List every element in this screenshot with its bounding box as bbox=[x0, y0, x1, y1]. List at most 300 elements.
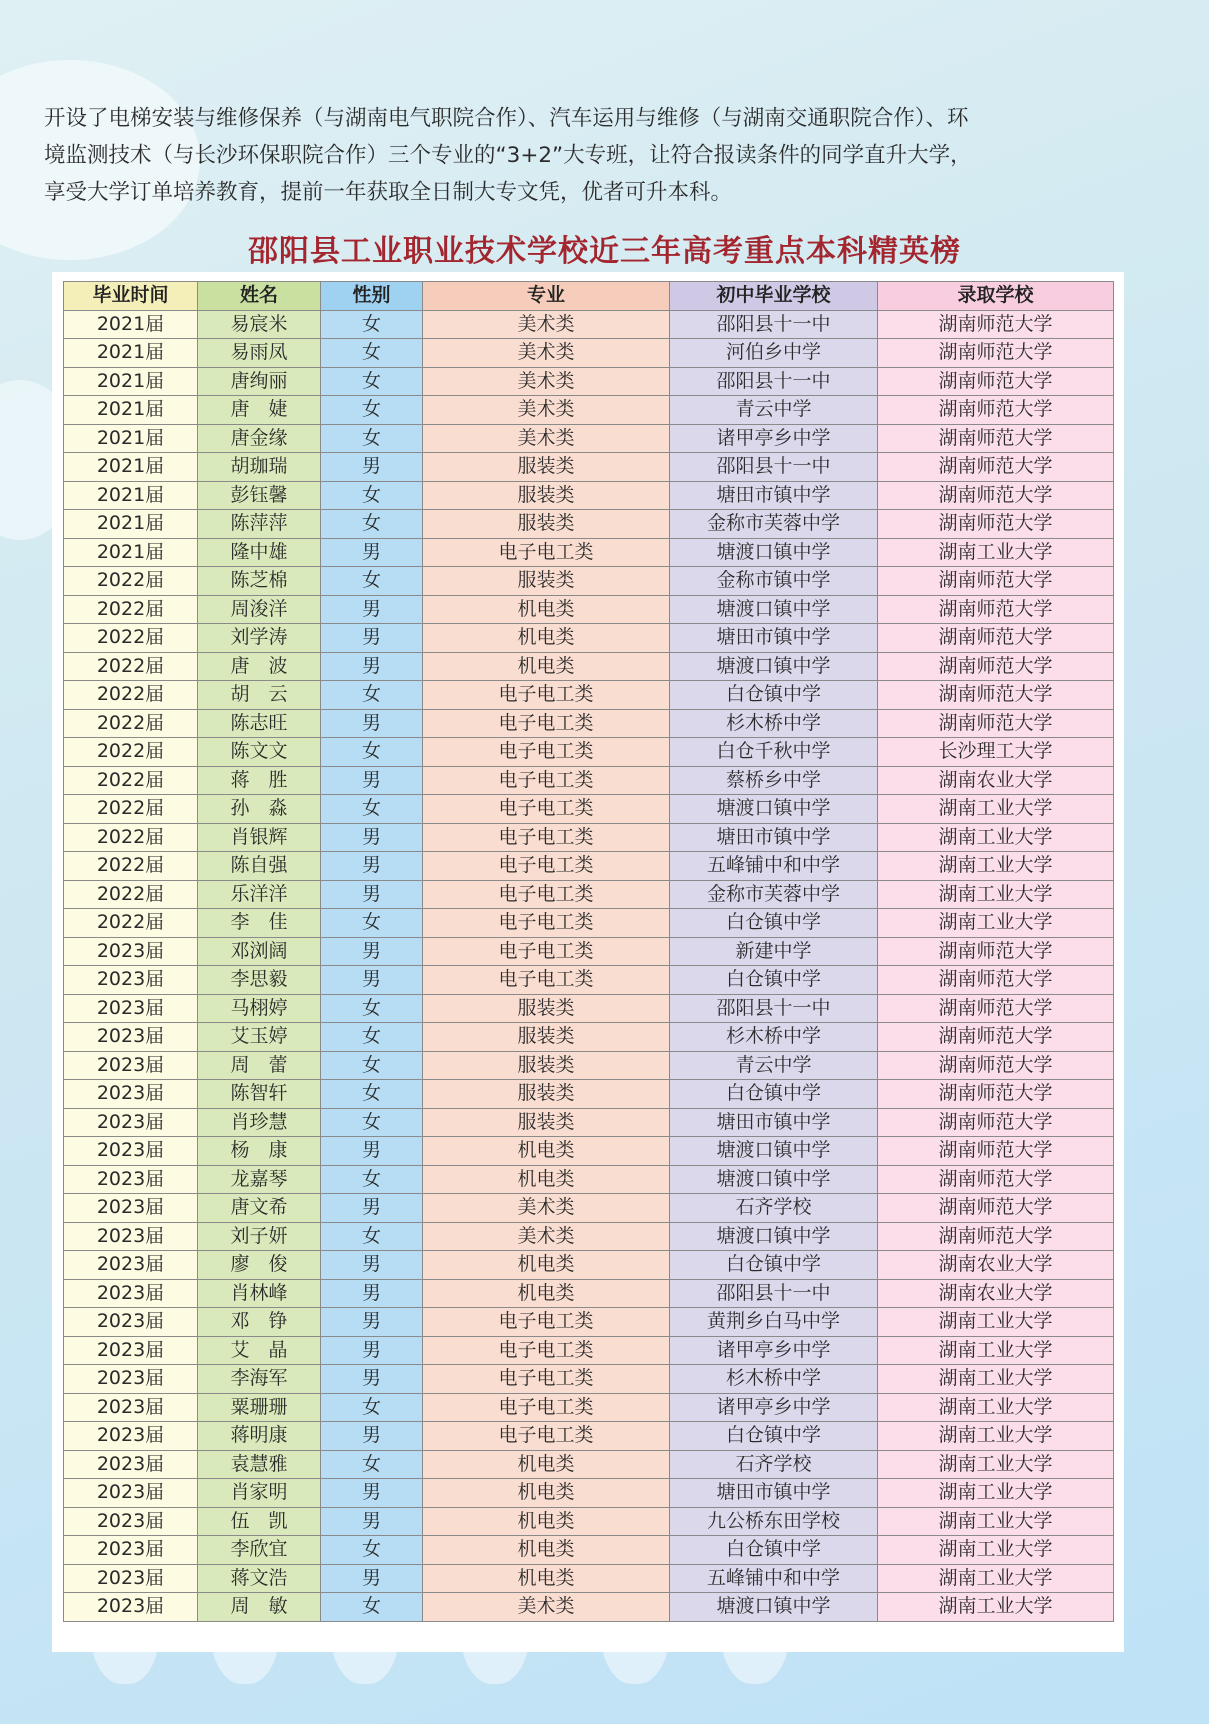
column-header-name: 姓名 bbox=[198, 282, 321, 311]
cell-name: 艾 晶 bbox=[198, 1336, 321, 1365]
cell-graduation-year: 2022届 bbox=[64, 738, 198, 767]
cell-major: 电子电工类 bbox=[423, 937, 670, 966]
cell-gender: 男 bbox=[321, 766, 423, 795]
cell-university: 湖南师范大学 bbox=[878, 1165, 1114, 1194]
table-row bbox=[64, 1051, 1114, 1080]
cell-gender: 男 bbox=[321, 1365, 423, 1394]
cell-university: 湖南农业大学 bbox=[878, 766, 1114, 795]
cell-gender: 男 bbox=[321, 709, 423, 738]
cell-middle-school: 塘渡口镇中学 bbox=[670, 1222, 878, 1251]
cell-middle-school: 白仓镇中学 bbox=[670, 909, 878, 938]
cell-university: 湖南师范大学 bbox=[878, 966, 1114, 995]
cell-gender: 男 bbox=[321, 1479, 423, 1508]
cell-gender: 女 bbox=[321, 795, 423, 824]
cell-major: 电子电工类 bbox=[423, 966, 670, 995]
table-row bbox=[64, 1564, 1114, 1593]
cell-gender: 男 bbox=[321, 1279, 423, 1308]
table-row bbox=[64, 738, 1114, 767]
cell-name: 隆中雄 bbox=[198, 538, 321, 567]
cell-name: 蒋文浩 bbox=[198, 1564, 321, 1593]
table-row bbox=[64, 339, 1114, 368]
cell-name: 陈芝棉 bbox=[198, 567, 321, 596]
cell-middle-school: 金称市芙蓉中学 bbox=[670, 880, 878, 909]
cell-name: 刘学涛 bbox=[198, 624, 321, 653]
cell-university: 湖南工业大学 bbox=[878, 1365, 1114, 1394]
cell-middle-school: 白仓镇中学 bbox=[670, 1422, 878, 1451]
cell-gender: 男 bbox=[321, 1507, 423, 1536]
cell-gender: 女 bbox=[321, 510, 423, 539]
cell-major: 电子电工类 bbox=[423, 738, 670, 767]
cell-major: 美术类 bbox=[423, 1194, 670, 1223]
cell-middle-school: 塘渡口镇中学 bbox=[670, 1593, 878, 1622]
intro-paragraph bbox=[44, 100, 1169, 211]
column-header-middle-school: 初中毕业学校 bbox=[670, 282, 878, 311]
intro-line: 境监测技术（与长沙环保职院合作）三个专业的“3+2”大专班，让符合报读条件的同学直升大学， bbox=[44, 143, 972, 168]
cell-middle-school: 邵阳县十一中 bbox=[670, 994, 878, 1023]
cell-university: 湖南工业大学 bbox=[878, 1422, 1114, 1451]
cell-gender: 男 bbox=[321, 823, 423, 852]
cell-university: 湖南师范大学 bbox=[878, 1222, 1114, 1251]
cell-gender: 女 bbox=[321, 1593, 423, 1622]
cell-major: 机电类 bbox=[423, 624, 670, 653]
cell-graduation-year: 2021届 bbox=[64, 424, 198, 453]
cell-major: 服装类 bbox=[423, 1080, 670, 1109]
cell-name: 唐 波 bbox=[198, 652, 321, 681]
cell-graduation-year: 2021届 bbox=[64, 339, 198, 368]
cell-gender: 女 bbox=[321, 1051, 423, 1080]
cell-name: 陈自强 bbox=[198, 852, 321, 881]
cell-graduation-year: 2021届 bbox=[64, 538, 198, 567]
cell-middle-school: 青云中学 bbox=[670, 396, 878, 425]
cell-gender: 女 bbox=[321, 1536, 423, 1565]
cell-university: 湖南师范大学 bbox=[878, 1137, 1114, 1166]
cell-name: 胡珈瑞 bbox=[198, 453, 321, 482]
cell-graduation-year: 2021届 bbox=[64, 396, 198, 425]
table-row bbox=[64, 367, 1114, 396]
table-row bbox=[64, 1308, 1114, 1337]
cell-name: 李 佳 bbox=[198, 909, 321, 938]
cell-name: 伍 凯 bbox=[198, 1507, 321, 1536]
cell-major: 机电类 bbox=[423, 1450, 670, 1479]
cell-major: 美术类 bbox=[423, 339, 670, 368]
cell-middle-school: 塘渡口镇中学 bbox=[670, 1137, 878, 1166]
cell-university: 湖南工业大学 bbox=[878, 1393, 1114, 1422]
cell-gender: 男 bbox=[321, 624, 423, 653]
cell-name: 唐绚丽 bbox=[198, 367, 321, 396]
cell-name: 易宸米 bbox=[198, 310, 321, 339]
table-row bbox=[64, 909, 1114, 938]
cell-middle-school: 河伯乡中学 bbox=[670, 339, 878, 368]
cell-name: 蒋明康 bbox=[198, 1422, 321, 1451]
cell-major: 电子电工类 bbox=[423, 681, 670, 710]
cell-gender: 女 bbox=[321, 738, 423, 767]
table-row bbox=[64, 823, 1114, 852]
cell-university: 湖南工业大学 bbox=[878, 795, 1114, 824]
cell-major: 电子电工类 bbox=[423, 1393, 670, 1422]
cell-university: 湖南师范大学 bbox=[878, 1051, 1114, 1080]
cell-university: 湖南师范大学 bbox=[878, 681, 1114, 710]
cell-middle-school: 新建中学 bbox=[670, 937, 878, 966]
cell-middle-school: 五峰铺中和中学 bbox=[670, 852, 878, 881]
cell-middle-school: 塘田市镇中学 bbox=[670, 823, 878, 852]
table-row bbox=[64, 1222, 1114, 1251]
cell-name: 李思毅 bbox=[198, 966, 321, 995]
cell-graduation-year: 2022届 bbox=[64, 624, 198, 653]
intro-line: 开设了电梯安装与维修保养（与湖南电气职院合作）、汽车运用与维修（与湖南交通职院合作）、环 bbox=[44, 106, 969, 131]
cell-middle-school: 塘田市镇中学 bbox=[670, 1479, 878, 1508]
cell-middle-school: 白仓镇中学 bbox=[670, 966, 878, 995]
cell-graduation-year: 2022届 bbox=[64, 681, 198, 710]
cell-graduation-year: 2023届 bbox=[64, 1080, 198, 1109]
cell-middle-school: 白仓镇中学 bbox=[670, 1251, 878, 1280]
cell-major: 机电类 bbox=[423, 1507, 670, 1536]
cell-major: 电子电工类 bbox=[423, 709, 670, 738]
cell-middle-school: 石齐学校 bbox=[670, 1450, 878, 1479]
table-row bbox=[64, 1165, 1114, 1194]
cell-major: 机电类 bbox=[423, 595, 670, 624]
cell-gender: 男 bbox=[321, 1251, 423, 1280]
cell-graduation-year: 2023届 bbox=[64, 1023, 198, 1052]
cell-name: 李欣宜 bbox=[198, 1536, 321, 1565]
cell-middle-school: 杉木桥中学 bbox=[670, 709, 878, 738]
cell-middle-school: 青云中学 bbox=[670, 1051, 878, 1080]
cell-university: 湖南师范大学 bbox=[878, 1108, 1114, 1137]
cell-major: 机电类 bbox=[423, 1479, 670, 1508]
table-row bbox=[64, 681, 1114, 710]
cell-major: 服装类 bbox=[423, 567, 670, 596]
cell-graduation-year: 2021届 bbox=[64, 367, 198, 396]
cell-university: 湖南师范大学 bbox=[878, 937, 1114, 966]
cell-gender: 男 bbox=[321, 1564, 423, 1593]
cell-major: 电子电工类 bbox=[423, 880, 670, 909]
cell-major: 电子电工类 bbox=[423, 538, 670, 567]
cell-gender: 女 bbox=[321, 1450, 423, 1479]
cell-graduation-year: 2023届 bbox=[64, 1279, 198, 1308]
cell-graduation-year: 2023届 bbox=[64, 1450, 198, 1479]
cell-major: 美术类 bbox=[423, 396, 670, 425]
cell-graduation-year: 2023届 bbox=[64, 1564, 198, 1593]
cell-gender: 女 bbox=[321, 396, 423, 425]
cell-middle-school: 杉木桥中学 bbox=[670, 1023, 878, 1052]
cell-middle-school: 邵阳县十一中 bbox=[670, 367, 878, 396]
cell-graduation-year: 2023届 bbox=[64, 1479, 198, 1508]
table-row bbox=[64, 595, 1114, 624]
cell-major: 美术类 bbox=[423, 424, 670, 453]
column-header-university: 录取学校 bbox=[878, 282, 1114, 311]
cell-name: 陈萍萍 bbox=[198, 510, 321, 539]
cell-major: 电子电工类 bbox=[423, 1365, 670, 1394]
cell-graduation-year: 2023届 bbox=[64, 1165, 198, 1194]
table-row bbox=[64, 396, 1114, 425]
cell-middle-school: 白仓镇中学 bbox=[670, 681, 878, 710]
cell-graduation-year: 2023届 bbox=[64, 1194, 198, 1223]
cell-name: 马栩婷 bbox=[198, 994, 321, 1023]
cell-major: 机电类 bbox=[423, 1137, 670, 1166]
table-header-row bbox=[64, 282, 1114, 311]
cell-name: 乐洋洋 bbox=[198, 880, 321, 909]
table-row bbox=[64, 880, 1114, 909]
cell-university: 湖南工业大学 bbox=[878, 1450, 1114, 1479]
honor-roll-table bbox=[63, 281, 1114, 1622]
cell-gender: 男 bbox=[321, 1137, 423, 1166]
cell-name: 李海军 bbox=[198, 1365, 321, 1394]
cell-graduation-year: 2023届 bbox=[64, 1536, 198, 1565]
cell-middle-school: 诸甲亭乡中学 bbox=[670, 1393, 878, 1422]
cell-middle-school: 诸甲亭乡中学 bbox=[670, 1336, 878, 1365]
cell-major: 服装类 bbox=[423, 510, 670, 539]
page-title: 邵阳县工业职业技术学校近三年高考重点本科精英榜 bbox=[248, 234, 961, 269]
cell-middle-school: 塘渡口镇中学 bbox=[670, 538, 878, 567]
cell-gender: 女 bbox=[321, 681, 423, 710]
cell-gender: 男 bbox=[321, 1308, 423, 1337]
cell-name: 彭钰馨 bbox=[198, 481, 321, 510]
table-row bbox=[64, 1251, 1114, 1280]
cell-major: 服装类 bbox=[423, 1108, 670, 1137]
table-row bbox=[64, 994, 1114, 1023]
cell-graduation-year: 2022届 bbox=[64, 909, 198, 938]
cell-graduation-year: 2023届 bbox=[64, 1051, 198, 1080]
cell-middle-school: 金称市芙蓉中学 bbox=[670, 510, 878, 539]
cell-name: 粟珊珊 bbox=[198, 1393, 321, 1422]
cell-graduation-year: 2023届 bbox=[64, 1251, 198, 1280]
table-row bbox=[64, 310, 1114, 339]
table-body bbox=[64, 310, 1114, 1621]
cell-middle-school: 塘渡口镇中学 bbox=[670, 795, 878, 824]
cell-gender: 女 bbox=[321, 1165, 423, 1194]
cell-name: 蒋 胜 bbox=[198, 766, 321, 795]
cell-university: 湖南工业大学 bbox=[878, 852, 1114, 881]
table-row bbox=[64, 1450, 1114, 1479]
table-row bbox=[64, 966, 1114, 995]
cell-university: 湖南师范大学 bbox=[878, 367, 1114, 396]
cell-university: 湖南工业大学 bbox=[878, 1593, 1114, 1622]
cell-name: 陈文文 bbox=[198, 738, 321, 767]
cell-middle-school: 邵阳县十一中 bbox=[670, 453, 878, 482]
cell-university: 湖南师范大学 bbox=[878, 567, 1114, 596]
cell-gender: 男 bbox=[321, 595, 423, 624]
cell-name: 唐 婕 bbox=[198, 396, 321, 425]
cell-graduation-year: 2023届 bbox=[64, 994, 198, 1023]
table-row bbox=[64, 1422, 1114, 1451]
cell-university: 湖南师范大学 bbox=[878, 339, 1114, 368]
cell-middle-school: 九公桥东田学校 bbox=[670, 1507, 878, 1536]
cell-graduation-year: 2022届 bbox=[64, 595, 198, 624]
cell-university: 湖南师范大学 bbox=[878, 624, 1114, 653]
cell-middle-school: 五峰铺中和中学 bbox=[670, 1564, 878, 1593]
table-row bbox=[64, 852, 1114, 881]
cell-middle-school: 塘田市镇中学 bbox=[670, 481, 878, 510]
cell-university: 湖南工业大学 bbox=[878, 880, 1114, 909]
cell-name: 陈志旺 bbox=[198, 709, 321, 738]
cell-major: 电子电工类 bbox=[423, 823, 670, 852]
cell-gender: 男 bbox=[321, 852, 423, 881]
cell-university: 湖南师范大学 bbox=[878, 1023, 1114, 1052]
cell-gender: 女 bbox=[321, 1222, 423, 1251]
table-row bbox=[64, 937, 1114, 966]
cell-graduation-year: 2023届 bbox=[64, 1365, 198, 1394]
cell-name: 孙 淼 bbox=[198, 795, 321, 824]
cell-gender: 女 bbox=[321, 481, 423, 510]
cell-name: 廖 俊 bbox=[198, 1251, 321, 1280]
table-row bbox=[64, 1080, 1114, 1109]
cell-graduation-year: 2022届 bbox=[64, 880, 198, 909]
cell-gender: 男 bbox=[321, 937, 423, 966]
cell-major: 机电类 bbox=[423, 1165, 670, 1194]
cell-middle-school: 邵阳县十一中 bbox=[670, 1279, 878, 1308]
table-row bbox=[64, 1023, 1114, 1052]
cell-graduation-year: 2021届 bbox=[64, 453, 198, 482]
cell-university: 湖南师范大学 bbox=[878, 396, 1114, 425]
table-row bbox=[64, 624, 1114, 653]
cell-university: 长沙理工大学 bbox=[878, 738, 1114, 767]
cell-gender: 男 bbox=[321, 453, 423, 482]
cell-major: 机电类 bbox=[423, 1536, 670, 1565]
cell-university: 湖南师范大学 bbox=[878, 709, 1114, 738]
table-row bbox=[64, 1393, 1114, 1422]
cell-graduation-year: 2023届 bbox=[64, 1393, 198, 1422]
table-row bbox=[64, 510, 1114, 539]
table-row bbox=[64, 766, 1114, 795]
column-header-major: 专业 bbox=[423, 282, 670, 311]
cell-major: 美术类 bbox=[423, 1222, 670, 1251]
cell-graduation-year: 2021届 bbox=[64, 510, 198, 539]
cell-middle-school: 塘渡口镇中学 bbox=[670, 652, 878, 681]
table-row bbox=[64, 795, 1114, 824]
cell-university: 湖南师范大学 bbox=[878, 595, 1114, 624]
cell-university: 湖南工业大学 bbox=[878, 1479, 1114, 1508]
intro-line: 享受大学订单培养教育，提前一年获取全日制大专文凭，优者可升本科。 bbox=[44, 180, 733, 205]
cell-gender: 男 bbox=[321, 1194, 423, 1223]
cell-gender: 女 bbox=[321, 367, 423, 396]
cell-graduation-year: 2023届 bbox=[64, 1108, 198, 1137]
table-row bbox=[64, 538, 1114, 567]
cell-name: 刘子妍 bbox=[198, 1222, 321, 1251]
table-row bbox=[64, 1137, 1114, 1166]
column-header-graduation-year: 毕业时间 bbox=[64, 282, 198, 311]
cell-gender: 女 bbox=[321, 909, 423, 938]
table-row bbox=[64, 709, 1114, 738]
cell-middle-school: 白仓镇中学 bbox=[670, 1080, 878, 1109]
cell-major: 服装类 bbox=[423, 453, 670, 482]
cell-graduation-year: 2023届 bbox=[64, 1593, 198, 1622]
cell-graduation-year: 2022届 bbox=[64, 823, 198, 852]
cell-gender: 女 bbox=[321, 339, 423, 368]
cell-graduation-year: 2022届 bbox=[64, 567, 198, 596]
cell-name: 唐金缘 bbox=[198, 424, 321, 453]
cell-middle-school: 塘渡口镇中学 bbox=[670, 595, 878, 624]
cell-name: 肖珍慧 bbox=[198, 1108, 321, 1137]
cell-name: 周浚洋 bbox=[198, 595, 321, 624]
cell-university: 湖南工业大学 bbox=[878, 1308, 1114, 1337]
cell-major: 机电类 bbox=[423, 1251, 670, 1280]
cell-middle-school: 杉木桥中学 bbox=[670, 1365, 878, 1394]
cell-name: 周 敏 bbox=[198, 1593, 321, 1622]
cell-name: 邓 铮 bbox=[198, 1308, 321, 1337]
cell-gender: 女 bbox=[321, 424, 423, 453]
cell-graduation-year: 2023届 bbox=[64, 1308, 198, 1337]
cell-graduation-year: 2021届 bbox=[64, 310, 198, 339]
cell-name: 肖林峰 bbox=[198, 1279, 321, 1308]
cell-university: 湖南工业大学 bbox=[878, 909, 1114, 938]
cell-gender: 女 bbox=[321, 994, 423, 1023]
cell-university: 湖南工业大学 bbox=[878, 1336, 1114, 1365]
table-row bbox=[64, 424, 1114, 453]
cell-middle-school: 石齐学校 bbox=[670, 1194, 878, 1223]
cell-gender: 女 bbox=[321, 1108, 423, 1137]
cell-major: 美术类 bbox=[423, 367, 670, 396]
cell-major: 服装类 bbox=[423, 481, 670, 510]
cell-major: 服装类 bbox=[423, 1051, 670, 1080]
table-row bbox=[64, 1507, 1114, 1536]
cell-university: 湖南工业大学 bbox=[878, 1564, 1114, 1593]
cell-gender: 男 bbox=[321, 652, 423, 681]
table-row bbox=[64, 453, 1114, 482]
table-row bbox=[64, 567, 1114, 596]
cell-graduation-year: 2023届 bbox=[64, 1507, 198, 1536]
cell-university: 湖南师范大学 bbox=[878, 1194, 1114, 1223]
cell-graduation-year: 2023届 bbox=[64, 1336, 198, 1365]
cell-graduation-year: 2023届 bbox=[64, 937, 198, 966]
table-row bbox=[64, 1279, 1114, 1308]
cell-university: 湖南师范大学 bbox=[878, 510, 1114, 539]
cell-gender: 男 bbox=[321, 966, 423, 995]
cell-university: 湖南师范大学 bbox=[878, 310, 1114, 339]
table-row bbox=[64, 1336, 1114, 1365]
cell-university: 湖南工业大学 bbox=[878, 1507, 1114, 1536]
table-row bbox=[64, 481, 1114, 510]
cell-graduation-year: 2023届 bbox=[64, 1137, 198, 1166]
table-row bbox=[64, 652, 1114, 681]
cell-major: 服装类 bbox=[423, 1023, 670, 1052]
cell-graduation-year: 2022届 bbox=[64, 652, 198, 681]
cell-gender: 女 bbox=[321, 310, 423, 339]
cell-gender: 男 bbox=[321, 880, 423, 909]
table-row bbox=[64, 1108, 1114, 1137]
cell-gender: 女 bbox=[321, 1393, 423, 1422]
cell-name: 肖银辉 bbox=[198, 823, 321, 852]
table-row bbox=[64, 1365, 1114, 1394]
cell-university: 湖南师范大学 bbox=[878, 1080, 1114, 1109]
cell-name: 唐文希 bbox=[198, 1194, 321, 1223]
cell-graduation-year: 2023届 bbox=[64, 1222, 198, 1251]
cell-university: 湖南师范大学 bbox=[878, 994, 1114, 1023]
cell-major: 电子电工类 bbox=[423, 1422, 670, 1451]
table-row bbox=[64, 1194, 1114, 1223]
table-row bbox=[64, 1536, 1114, 1565]
cell-name: 龙嘉琴 bbox=[198, 1165, 321, 1194]
cell-middle-school: 塘渡口镇中学 bbox=[670, 1165, 878, 1194]
cell-university: 湖南工业大学 bbox=[878, 823, 1114, 852]
cell-name: 易雨凤 bbox=[198, 339, 321, 368]
cell-major: 机电类 bbox=[423, 652, 670, 681]
cell-major: 电子电工类 bbox=[423, 766, 670, 795]
cell-graduation-year: 2022届 bbox=[64, 795, 198, 824]
cell-university: 湖南师范大学 bbox=[878, 652, 1114, 681]
cell-major: 电子电工类 bbox=[423, 795, 670, 824]
cell-major: 美术类 bbox=[423, 1593, 670, 1622]
cell-gender: 女 bbox=[321, 1023, 423, 1052]
cell-graduation-year: 2021届 bbox=[64, 481, 198, 510]
cell-graduation-year: 2022届 bbox=[64, 709, 198, 738]
cell-major: 电子电工类 bbox=[423, 909, 670, 938]
cell-major: 服装类 bbox=[423, 994, 670, 1023]
cell-middle-school: 金称市镇中学 bbox=[670, 567, 878, 596]
cell-university: 湖南师范大学 bbox=[878, 481, 1114, 510]
cell-middle-school: 塘田市镇中学 bbox=[670, 1108, 878, 1137]
cell-major: 电子电工类 bbox=[423, 1308, 670, 1337]
cell-university: 湖南工业大学 bbox=[878, 1536, 1114, 1565]
cell-graduation-year: 2023届 bbox=[64, 1422, 198, 1451]
